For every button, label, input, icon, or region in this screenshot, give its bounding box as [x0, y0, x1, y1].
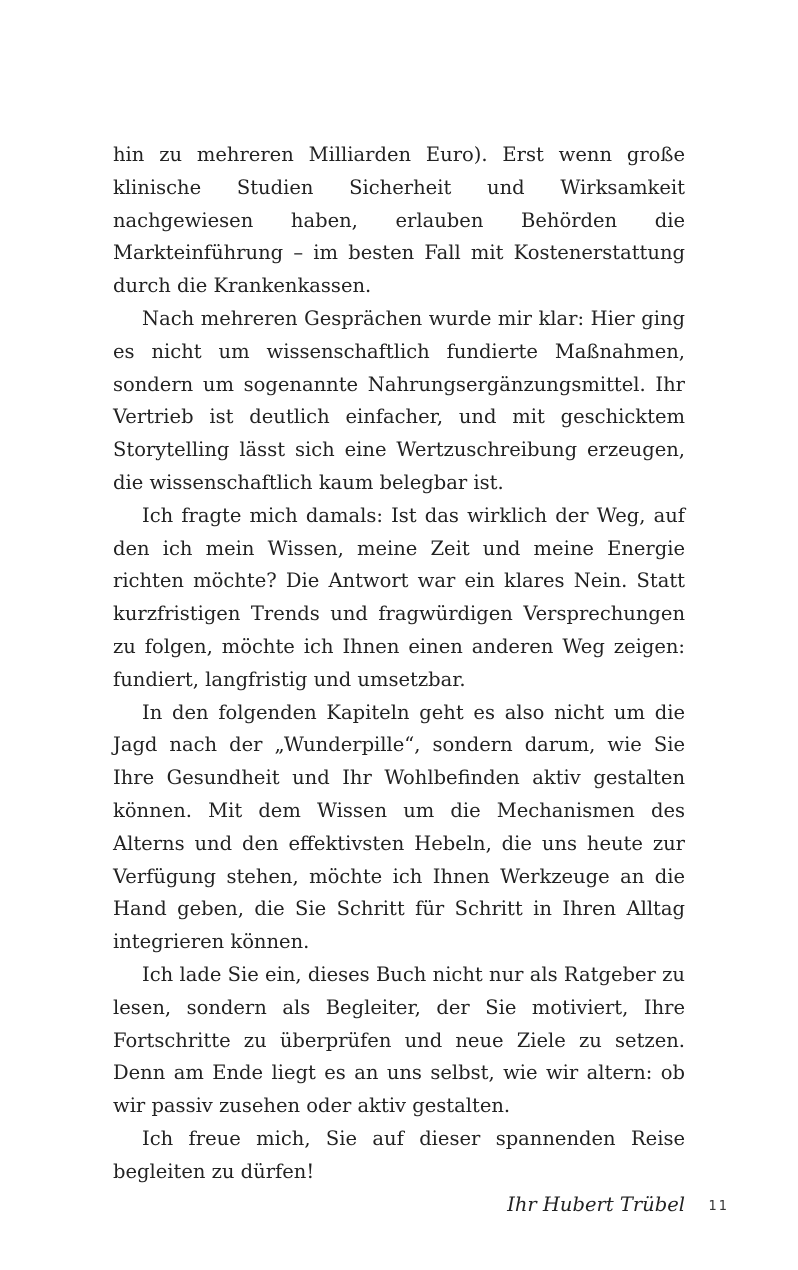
page-number: 11: [708, 1199, 729, 1214]
paragraph-6: Ich freue mich, Sie auf dieser spannenden Reise begleiten zu dürfen!: [113, 1126, 685, 1183]
paragraph-1: hin zu mehreren Milliarden Euro). Erst wenn große klinische Studien Sicherheit und Wirksamkeit nachgewiesen haben, erlauben Behörden die Markteinführung – im besten Fall mit Kostenerstattung durch die Krankenkassen.: [113, 143, 685, 298]
paragraph-3: Ich fragte mich damals: Ist das wirklich der Weg, auf den ich mein Wissen, meine Zeit und meine Energie richten möchte? Die Antwort war ein klares Nein. Statt kurzfristigen Trends und fragwürdigen Versprechungen zu folgen, möchte ich Ihnen einen anderen Weg zeigen: fundiert, langfristig und umsetzbar.: [113, 503, 685, 691]
paragraph-4: In den folgenden Kapiteln geht es also nicht um die Jagd nach der „Wunderpille“, sondern darum, wie Sie Ihre Gesundheit und Ihr Wohlbefinden aktiv gestalten können. Mit dem Wissen um die Mechanismen des Alterns und den effektivsten Hebeln, die uns heute zur Verfügung stehen, möchte ich Ihnen Werkzeuge an die Hand geben, die Sie Schritt für Schritt in Ihren Alltag integrieren können.: [113, 700, 685, 954]
body-text: [113, 139, 685, 1221]
signature: Ihr Hubert Trübel: [507, 1192, 685, 1216]
paragraph-5: Ich lade Sie ein, dieses Buch nicht nur als Ratgeber zu lesen, sondern als Begleiter, der Sie motiviert, Ihre Fortschritte zu überprüfen und neue Ziele zu setzen. Denn am Ende liegt es an uns selbst, wie wir altern: ob wir passiv zusehen oder aktiv gestalten.: [113, 962, 685, 1118]
paragraph-2: Nach mehreren Gesprächen wurde mir klar: Hier ging es nicht um wissenschaftlich fundierte Maßnahmen, sondern um sogenannte Nahrungsergänzungsmittel. Ihr Vertrieb ist deutlich einfacher, und mit geschicktem Storytelling lässt sich eine Wertzuschreibung erzeugen, die wissenschaftlich kaum belegbar ist.: [113, 306, 685, 494]
